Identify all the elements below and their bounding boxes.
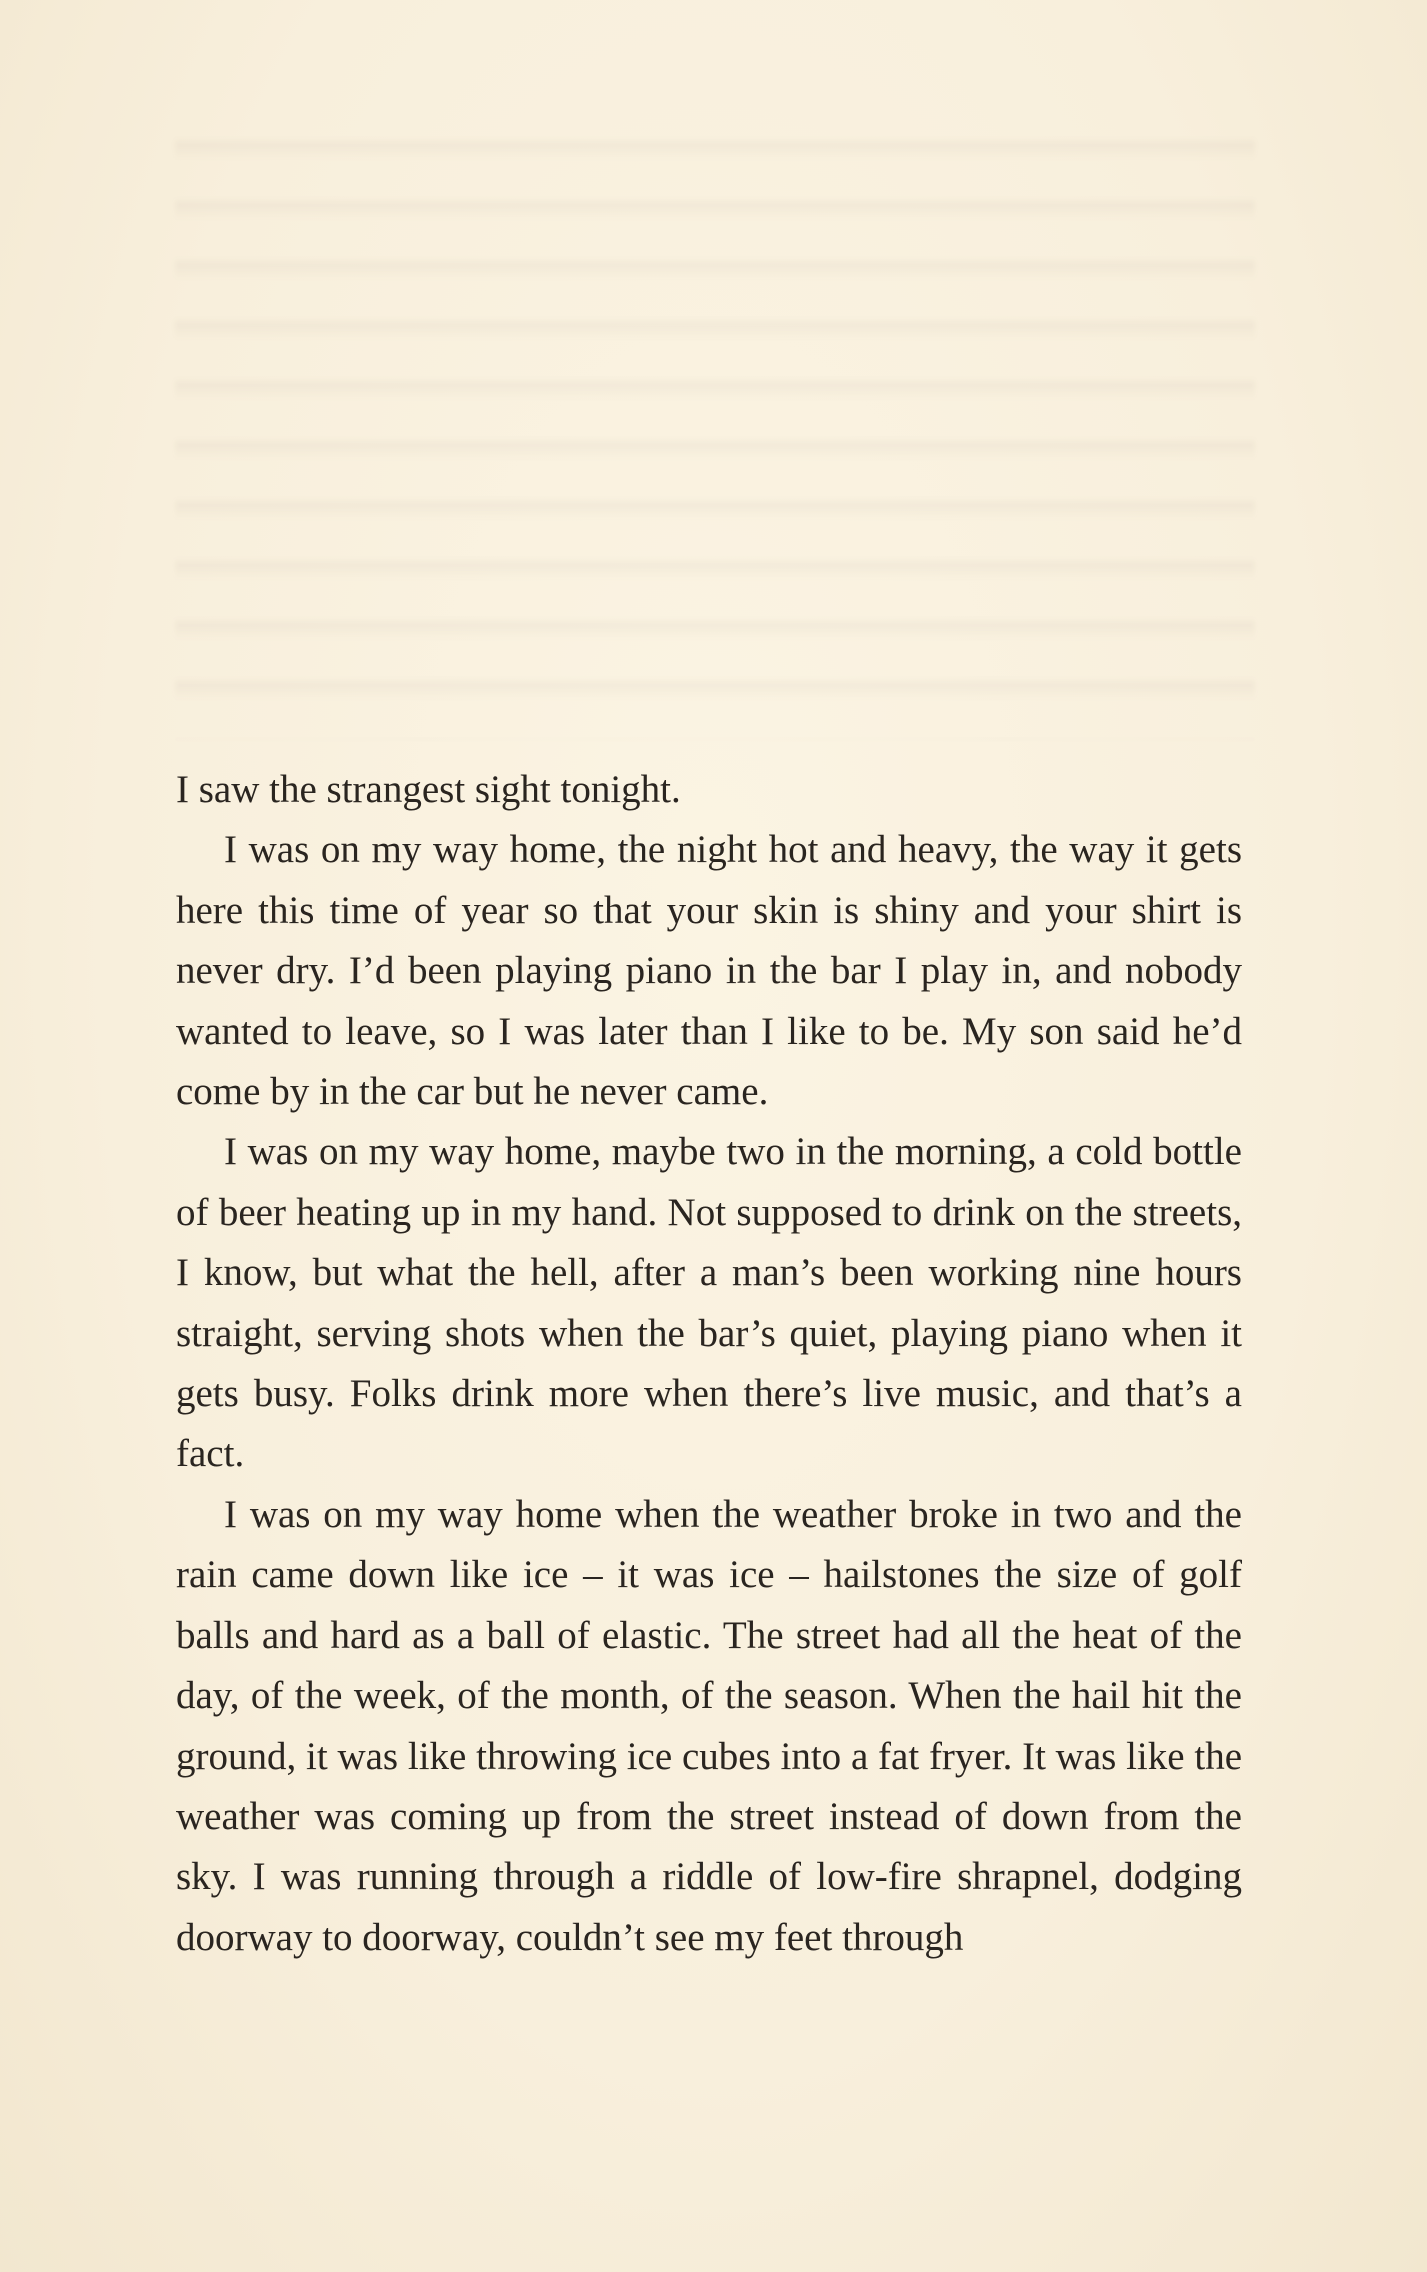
paragraph-3: I was on my way home, maybe two in the morning, a cold bottle of beer heating up in my hand. Not supposed to drink on the streets, I know, but what the hell, after a man’s been working nine hours straight, serving shots when the bar’s quiet, playing piano when it gets busy. Folks drink more when there’s live music, and that’s a fact.: [176, 1130, 1242, 1476]
paragraph-2: I was on my way home, the night hot and heavy, the way it gets here this time of year so that your skin is shiny and your shirt is never dry. I’d been playing piano in the bar I play in, and nobody wanted to leave, so I was later than I like to be. My son said he’d come by in the car but he never came.: [176, 828, 1242, 1114]
paragraph-1: I saw the strangest sight tonight.: [176, 768, 681, 811]
show-through-text: [175, 100, 1255, 740]
paragraph-4: I was on my way home when the weather broke in two and the rain came down like ice – it was ice – hailstones the size of golf balls and hard as a ball of elastic. The street had all the heat of the day, of the week, of the month, of the season. When the hail hit the ground, it was like throwing ice cubes into a fat fryer. It was like the weather was coming up from the street instead of down from the sky. I was running through a riddle of low-fire shrapnel, dodging doorway to doorway, couldn’t see my feet through: [176, 1492, 1242, 1959]
body-text: [176, 760, 1242, 1968]
